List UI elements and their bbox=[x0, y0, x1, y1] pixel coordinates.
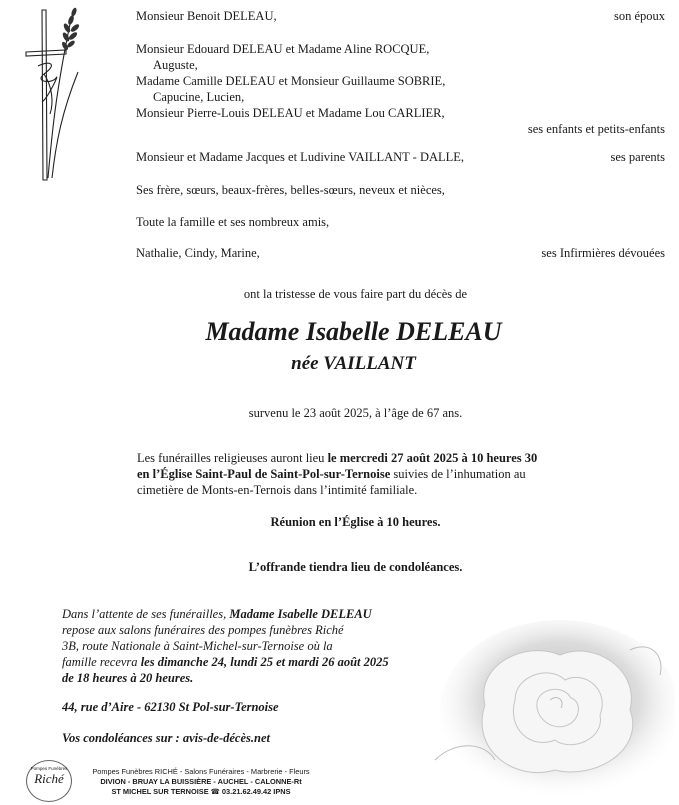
attente-intro: Dans l’attente de ses funérailles, bbox=[62, 607, 230, 621]
cross-with-wheat-icon bbox=[22, 2, 94, 184]
deceased-name: Madame Isabelle DELEAU bbox=[205, 317, 502, 346]
attente-line-4 bbox=[62, 655, 389, 670]
address-text: 44, rue d’Aire - 62130 St Pol-sur-Ternoise bbox=[62, 700, 279, 714]
attente-name: Madame Isabelle DELEAU bbox=[229, 607, 372, 621]
attente-line-2: repose aux salons funéraires des pompes funèbres Riché bbox=[62, 623, 344, 637]
family-line-nurses: Nathalie, Cindy, Marine, bbox=[136, 246, 260, 260]
family-line-daughter-camille: Madame Camille DELEAU et Monsieur Guillaume SOBRIE, bbox=[136, 74, 446, 88]
attente-line-1 bbox=[62, 607, 372, 622]
condolences-text: Vos condoléances sur : avis-de-décès.net bbox=[62, 731, 270, 745]
family-line-siblings: Ses frère, sœurs, beaux-frères, belles-sœurs, neveux et nièces, bbox=[136, 183, 445, 197]
death-date-text: survenu le 23 août 2025, à l’âge de 67 ans. bbox=[248, 406, 463, 420]
relation-husband: son époux bbox=[613, 9, 665, 23]
logo-text: Riché bbox=[34, 771, 64, 786]
funeral-line-3: cimetière de Monts-en-Ternois dans l’intimité familiale. bbox=[137, 483, 418, 497]
attente-hours: de 18 heures à 20 heures. bbox=[62, 671, 194, 685]
funeral-line-1 bbox=[137, 451, 537, 466]
reunion-text: Réunion en l’Église à 10 heures. bbox=[270, 515, 441, 529]
logo-small-text: Pompes Funèbres bbox=[30, 766, 68, 771]
family-line-friends: Toute la famille et ses nombreux amis, bbox=[136, 215, 330, 229]
attente-dates: les dimanche 24, lundi 25 et mardi 26 août 2025 bbox=[140, 655, 389, 669]
rose-image bbox=[415, 610, 675, 805]
riche-logo bbox=[26, 760, 72, 802]
family-line-grandchild-auguste: Auguste, bbox=[153, 58, 198, 72]
footer-line-1: Pompes Funèbres RICHÉ - Salons Funéraires - Marbrerie - Fleurs bbox=[92, 767, 310, 776]
family-line-grandchildren: Capucine, Lucien, bbox=[153, 90, 245, 104]
maiden-name: née VAILLANT bbox=[291, 353, 416, 374]
attente-line-3: 3B, route Nationale à Saint-Michel-sur-Ternoise où la bbox=[62, 639, 333, 653]
funeral-burial: suivies de l’inhumation au bbox=[390, 467, 526, 481]
footer-line-2: DIVION - BRUAY LA BUISSIÈRE - AUCHEL - CALONNE-Rt bbox=[100, 777, 302, 786]
family-line-son-edouard: Monsieur Edouard DELEAU et Madame Aline ROCQUE, bbox=[136, 42, 430, 56]
offering-text: L’offrande tiendra lieu de condoléances. bbox=[248, 560, 463, 574]
relation-parents: ses parents bbox=[610, 150, 665, 164]
relation-nurses: ses Infirmières dévouées bbox=[541, 246, 665, 260]
attente-recevra: famille recevra bbox=[62, 655, 141, 669]
funeral-intro: Les funérailles religieuses auront lieu bbox=[137, 451, 328, 465]
family-line-parents: Monsieur et Madame Jacques et Ludivine VAILLANT - DALLE, bbox=[136, 150, 465, 164]
family-line-husband: Monsieur Benoit DELEAU, bbox=[136, 9, 277, 23]
funeral-date: le mercredi 27 août 2025 à 10 heures 30 bbox=[327, 451, 538, 465]
family-line-son-pierre-louis: Monsieur Pierre-Louis DELEAU et Madame Lou CARLIER, bbox=[136, 106, 445, 120]
funeral-line-2 bbox=[137, 467, 526, 482]
footer-line-3: ST MICHEL SUR TERNOISE ☎ 03.21.62.49.42 IPNS bbox=[111, 787, 291, 796]
announcement-text: ont la tristesse de vous faire part du décès de bbox=[243, 287, 468, 301]
funeral-church: en l’Église Saint-Paul de Saint-Pol-sur-Ternoise bbox=[137, 467, 391, 481]
relation-children: ses enfants et petits-enfants bbox=[527, 122, 665, 136]
